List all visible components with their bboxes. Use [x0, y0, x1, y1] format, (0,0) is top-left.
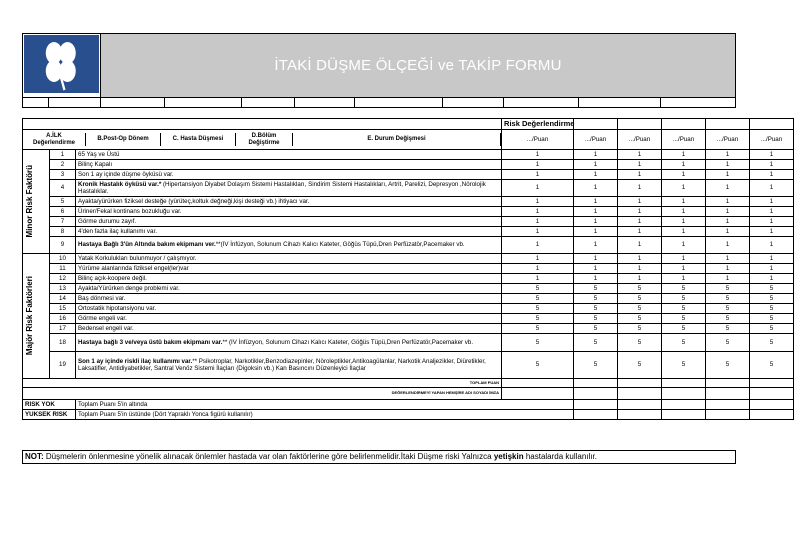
- row-number: 18: [50, 334, 76, 352]
- table-row: [23, 227, 794, 237]
- score-cell[interactable]: 1: [662, 207, 706, 217]
- score-cell[interactable]: 1: [618, 180, 662, 197]
- status-header: E. Durum Değişmesi: [293, 133, 501, 147]
- row-number: 6: [50, 207, 76, 217]
- score-cell[interactable]: 5: [750, 304, 794, 314]
- score-cell[interactable]: 1: [574, 197, 618, 207]
- status-header: C. Hasta Düşmesi: [161, 133, 236, 147]
- score-cell[interactable]: 1: [750, 150, 794, 160]
- score-cell[interactable]: 5: [662, 294, 706, 304]
- puan-header: .../Puan: [750, 130, 794, 150]
- score-cell[interactable]: 5: [706, 284, 750, 294]
- group-label-minor: Minor Risk Faktörü: [25, 165, 34, 238]
- risk-factor-detail: Baş dönmesi var.: [78, 294, 126, 302]
- score-cell[interactable]: 5: [574, 304, 618, 314]
- score-cell[interactable]: 1: [502, 237, 574, 254]
- footer-note: [22, 450, 736, 464]
- risk-factor-text: [76, 264, 502, 274]
- risk-factor-detail: 65 Yaş ve Üstü: [78, 150, 120, 158]
- logo-cell: [23, 34, 101, 98]
- score-cell[interactable]: 1: [662, 217, 706, 227]
- risk-factor-text: [76, 254, 502, 264]
- score-cell[interactable]: 1: [750, 217, 794, 227]
- score-cell[interactable]: 1: [574, 207, 618, 217]
- risk-level-row: [23, 400, 794, 410]
- score-cell[interactable]: 1: [618, 227, 662, 237]
- score-cell[interactable]: 1: [750, 264, 794, 274]
- score-cell[interactable]: 5: [574, 284, 618, 294]
- score-cell[interactable]: 5: [574, 294, 618, 304]
- score-cell[interactable]: 1: [502, 160, 574, 170]
- score-cell[interactable]: 5: [574, 324, 618, 334]
- note-text: Düşmelerin önlenmesine yönelik alınacak önlemler hastada var olan faktörlerine göre belirlenmelidir.İtaki Düşme riski Yalnızca: [43, 452, 494, 461]
- score-cell[interactable]: 1: [618, 254, 662, 264]
- table-row: [23, 274, 794, 284]
- score-cell[interactable]: 1: [662, 227, 706, 237]
- score-cell[interactable]: 1: [750, 160, 794, 170]
- row-number: 5: [50, 197, 76, 207]
- score-cell[interactable]: 5: [618, 334, 662, 352]
- risk-factor-text: [76, 170, 502, 180]
- score-cell[interactable]: 1: [618, 207, 662, 217]
- risk-factor-bold: Kronik Hastalık öyküsü var.*: [78, 180, 162, 188]
- risk-factor-detail: Ayakta/Yürürken denge problemi var.: [78, 284, 180, 292]
- score-cell[interactable]: 1: [574, 237, 618, 254]
- score-cell[interactable]: 1: [750, 170, 794, 180]
- score-cell[interactable]: 5: [662, 334, 706, 352]
- table-row: [23, 170, 794, 180]
- row-number: 15: [50, 304, 76, 314]
- status-header: D.Bölüm Değiştirme: [236, 133, 293, 147]
- risk-factor-detail: Bilinç Kapalı: [78, 160, 113, 168]
- score-cell[interactable]: 1: [618, 197, 662, 207]
- signature-cell[interactable]: [662, 388, 706, 400]
- risk-factor-bold: Hastaya Bağlı 3'ün Altında bakım ekipmanı ver.: [78, 241, 216, 249]
- total-cell[interactable]: [502, 379, 574, 388]
- score-cell[interactable]: 1: [750, 180, 794, 197]
- score-cell[interactable]: 1: [502, 150, 574, 160]
- status-header: B.Post-Op Dönem: [86, 133, 161, 147]
- score-cell[interactable]: 5: [750, 294, 794, 304]
- score-cell[interactable]: 1: [502, 227, 574, 237]
- risk-factor-text: [76, 227, 502, 237]
- note-label: NOT:: [25, 452, 44, 461]
- score-cell[interactable]: 5: [574, 314, 618, 324]
- four-leaf-clover-logo: [24, 35, 99, 93]
- score-cell[interactable]: 1: [662, 170, 706, 180]
- risk-factor-detail: Yürüme alanlarında fiziksel engel(ler)var: [78, 264, 189, 272]
- score-cell[interactable]: 5: [618, 304, 662, 314]
- signature-cell[interactable]: [750, 388, 794, 400]
- score-cell[interactable]: 1: [706, 160, 750, 170]
- signature-label: DEĞERLENDİRMEYİ YAPAN HEMŞİRE ADI SOYADI İMZA: [23, 388, 502, 400]
- score-cell[interactable]: 5: [502, 324, 574, 334]
- form-header: [22, 33, 736, 108]
- status-header: A.İLK Değerlendirme: [23, 133, 86, 147]
- score-cell[interactable]: 1: [662, 197, 706, 207]
- row-number: 14: [50, 294, 76, 304]
- score-cell[interactable]: 5: [750, 314, 794, 324]
- puan-header: .../Puan: [618, 130, 662, 150]
- risk-factor-text: [76, 324, 502, 334]
- row-number: 19: [50, 352, 76, 379]
- score-cell[interactable]: 1: [502, 274, 574, 284]
- row-number: 13: [50, 284, 76, 294]
- group-label-major: Majör Risk Faktörleri: [25, 276, 34, 356]
- risk-factor-text: [76, 314, 502, 324]
- puan-header: .../Puan: [706, 130, 750, 150]
- risk-factor-detail: Ortostatik hipotansiyonu var.: [78, 304, 157, 312]
- risk-factor-text: [76, 304, 502, 314]
- score-cell[interactable]: 1: [706, 150, 750, 160]
- score-cell[interactable]: 1: [706, 237, 750, 254]
- score-cell[interactable]: 1: [662, 150, 706, 160]
- score-cell[interactable]: 1: [574, 170, 618, 180]
- score-cell[interactable]: 1: [706, 274, 750, 284]
- row-number: 4: [50, 180, 76, 197]
- score-cell[interactable]: 1: [662, 254, 706, 264]
- score-cell[interactable]: 1: [574, 150, 618, 160]
- score-cell[interactable]: 1: [618, 264, 662, 274]
- score-cell[interactable]: 1: [750, 274, 794, 284]
- score-cell[interactable]: 1: [574, 274, 618, 284]
- score-cell[interactable]: 1: [502, 180, 574, 197]
- score-cell[interactable]: 5: [662, 352, 706, 379]
- risk-factor-text: [76, 352, 502, 379]
- score-cell[interactable]: 1: [706, 264, 750, 274]
- table-row: [23, 197, 794, 207]
- score-cell[interactable]: 5: [662, 284, 706, 294]
- risk-factor-bold: Hastaya bağlı 3 ve/veya üstü bakım ekipmanı var.: [78, 338, 223, 346]
- score-cell[interactable]: 5: [502, 304, 574, 314]
- score-cell[interactable]: 5: [750, 284, 794, 294]
- risk-level-desc: Toplam Puanı 5'in altında: [76, 400, 574, 410]
- score-cell[interactable]: 5: [574, 334, 618, 352]
- total-label: TOPLAM PUAN: [23, 379, 502, 388]
- score-cell[interactable]: 5: [502, 314, 574, 324]
- score-cell[interactable]: 1: [574, 217, 618, 227]
- score-cell[interactable]: 1: [750, 197, 794, 207]
- total-cell[interactable]: [574, 379, 618, 388]
- score-cell[interactable]: 1: [618, 274, 662, 284]
- score-cell[interactable]: 1: [618, 237, 662, 254]
- row-number: 7: [50, 217, 76, 227]
- score-cell[interactable]: 1: [502, 254, 574, 264]
- risk-level-desc: Toplam Puanı 5'in üstünde (Dört Yapraklı Yonca figürü kullanılır): [76, 410, 574, 420]
- row-number: 17: [50, 324, 76, 334]
- total-cell[interactable]: [662, 379, 706, 388]
- score-cell[interactable]: 1: [574, 227, 618, 237]
- risk-factor-detail: **(IV İnfüzyon, Solunum Cihazı Kalıcı Kateter, Göğüs Tüpü,Dren Perfüzatör,Pacemaker vb.: [215, 241, 465, 249]
- score-cell[interactable]: 5: [502, 284, 574, 294]
- section-title: Risk Değerlendirme: [502, 119, 574, 130]
- score-cell[interactable]: 1: [502, 264, 574, 274]
- risk-assessment-table: [22, 118, 794, 420]
- risk-factor-detail: Bedensel engeli var.: [78, 324, 134, 332]
- table-row: [23, 150, 794, 160]
- score-cell[interactable]: 5: [618, 314, 662, 324]
- risk-factor-text: [76, 284, 502, 294]
- score-cell[interactable]: 5: [574, 352, 618, 379]
- score-cell[interactable]: 5: [750, 352, 794, 379]
- score-cell[interactable]: 1: [706, 254, 750, 264]
- score-cell[interactable]: 1: [706, 207, 750, 217]
- note-bold: yetişkin: [493, 452, 524, 461]
- risk-factor-text: [76, 180, 502, 197]
- table-row: [23, 180, 794, 197]
- score-cell[interactable]: 5: [706, 304, 750, 314]
- score-cell[interactable]: 1: [574, 160, 618, 170]
- risk-factor-detail: Yatak Korkulukları bulunmuyor / çalışmıyor.: [78, 254, 197, 262]
- risk-factor-text: [76, 274, 502, 284]
- score-cell[interactable]: 5: [662, 304, 706, 314]
- score-cell[interactable]: 5: [618, 284, 662, 294]
- table-row: [23, 304, 794, 314]
- score-cell[interactable]: 1: [750, 254, 794, 264]
- score-cell[interactable]: 1: [574, 254, 618, 264]
- score-cell[interactable]: 1: [618, 217, 662, 227]
- total-cell[interactable]: [706, 379, 750, 388]
- score-cell[interactable]: 1: [706, 197, 750, 207]
- table-row: [23, 160, 794, 170]
- score-cell[interactable]: 1: [750, 227, 794, 237]
- form-title: İTAKİ DÜŞME ÖLÇEĞİ ve TAKİP FORMU: [101, 34, 736, 98]
- score-cell[interactable]: 5: [618, 352, 662, 379]
- score-cell[interactable]: 5: [706, 314, 750, 324]
- score-cell[interactable]: 5: [502, 352, 574, 379]
- row-number: 3: [50, 170, 76, 180]
- table-row: [23, 237, 794, 254]
- score-cell[interactable]: 1: [502, 170, 574, 180]
- row-number: 11: [50, 264, 76, 274]
- score-cell[interactable]: 1: [662, 160, 706, 170]
- score-cell[interactable]: 1: [662, 237, 706, 254]
- score-cell[interactable]: 1: [706, 180, 750, 197]
- row-number: 8: [50, 227, 76, 237]
- score-cell[interactable]: 1: [706, 227, 750, 237]
- signature-cell[interactable]: [706, 388, 750, 400]
- score-cell[interactable]: 1: [618, 160, 662, 170]
- signature-cell[interactable]: [618, 388, 662, 400]
- signature-cell[interactable]: [574, 388, 618, 400]
- score-cell[interactable]: 1: [574, 180, 618, 197]
- risk-level-label: RISK YOK: [23, 400, 76, 410]
- score-cell[interactable]: 5: [662, 324, 706, 334]
- note-end: hastalarda kullanılır.: [523, 452, 597, 461]
- score-cell[interactable]: 1: [662, 274, 706, 284]
- risk-factor-detail: Son 1 ay içinde düşme öyküsü var.: [78, 170, 174, 178]
- score-cell[interactable]: 1: [662, 264, 706, 274]
- risk-factor-text: [76, 294, 502, 304]
- score-cell[interactable]: 5: [750, 334, 794, 352]
- risk-factor-text: [76, 160, 502, 170]
- score-cell[interactable]: 1: [706, 170, 750, 180]
- score-cell[interactable]: 1: [502, 207, 574, 217]
- risk-factor-text: [76, 334, 502, 352]
- risk-factor-bold: Son 1 ay içinde riskli ilaç kullanımı var.: [78, 357, 193, 365]
- table-row: [23, 207, 794, 217]
- total-cell[interactable]: [618, 379, 662, 388]
- row-number: 1: [50, 150, 76, 160]
- score-cell[interactable]: 5: [618, 324, 662, 334]
- table-row: [23, 324, 794, 334]
- row-number: 12: [50, 274, 76, 284]
- score-cell[interactable]: 1: [750, 237, 794, 254]
- total-cell[interactable]: [750, 379, 794, 388]
- row-number: 9: [50, 237, 76, 254]
- table-row: [23, 284, 794, 294]
- risk-factor-text: [76, 150, 502, 160]
- table-row: [23, 352, 794, 379]
- risk-factor-detail: Görme engeli var.: [78, 314, 127, 322]
- score-cell[interactable]: 5: [662, 314, 706, 324]
- risk-factor-text: [76, 237, 502, 254]
- score-cell[interactable]: 1: [502, 197, 574, 207]
- table-row: [23, 254, 794, 264]
- risk-factor-detail: Ayakta/yürürken fiziksel desteğe (yürüteç,koltuk değneği,kişi desteği vb.) ihtiyacı var.: [78, 197, 310, 205]
- table-row: [23, 217, 794, 227]
- score-cell[interactable]: 1: [662, 180, 706, 197]
- score-cell[interactable]: 1: [750, 207, 794, 217]
- puan-header: .../Puan: [502, 130, 574, 150]
- risk-factor-detail: Üriner/Fekal kontinans bozukluğu var.: [78, 207, 182, 215]
- risk-factor-text: [76, 197, 502, 207]
- risk-factor-detail: ** (IV İnfüzyon, Solunum Cihazı Kalıcı Kateter, Göğüs Tüpü,Dren Perfüzatör,Pacemaker vb.: [222, 338, 474, 346]
- table-row: [23, 294, 794, 304]
- table-row: [23, 314, 794, 324]
- risk-level-label: YUKSEK RISK: [23, 410, 76, 420]
- score-cell[interactable]: 5: [706, 334, 750, 352]
- puan-header: .../Puan: [662, 130, 706, 150]
- risk-factor-text: [76, 207, 502, 217]
- score-cell[interactable]: 1: [574, 264, 618, 274]
- score-cell[interactable]: 1: [618, 150, 662, 160]
- signature-cell[interactable]: [502, 388, 574, 400]
- score-cell[interactable]: 5: [706, 352, 750, 379]
- risk-factor-detail: ** Psikotroplar, Narkotikler,Benzodiazepinler, Nöroleptikler,Antikoagülanlar, Narkotik Analjezikler, Diüretikler, Laksatifler, Antidiyabetikler, Santral Venöz Sistemi İlaçları (Digoksin vb.) Kan Basıncını Düzenleyici İlaçlar: [78, 357, 486, 372]
- risk-factor-detail: Görme durumu zayıf.: [78, 217, 137, 225]
- score-cell[interactable]: 5: [502, 294, 574, 304]
- table-row: [23, 334, 794, 352]
- table-row: [23, 264, 794, 274]
- score-cell[interactable]: 1: [618, 170, 662, 180]
- row-number: 10: [50, 254, 76, 264]
- score-cell[interactable]: 5: [706, 324, 750, 334]
- row-number: 2: [50, 160, 76, 170]
- risk-level-row: [23, 410, 794, 420]
- score-cell[interactable]: 1: [502, 217, 574, 227]
- score-cell[interactable]: 5: [750, 324, 794, 334]
- puan-header: .../Puan: [574, 130, 618, 150]
- score-cell[interactable]: 5: [706, 294, 750, 304]
- risk-factor-detail: Bilinç açık-koopere değil.: [78, 274, 147, 282]
- risk-factor-text: [76, 217, 502, 227]
- risk-factor-detail: 4'den fazla ilaç kullanımı var.: [78, 227, 157, 235]
- score-cell[interactable]: 1: [706, 217, 750, 227]
- risk-factor-detail: (Hipertansiyon Diyabet Dolaşım Sistemi Hastalıkları, Sindirim Sistemi Hastalıkları, Artrit, Parelizi, Depresyon ,Nörolojik Hastalıklar.: [78, 180, 486, 195]
- score-cell[interactable]: 5: [502, 334, 574, 352]
- score-cell[interactable]: 5: [618, 294, 662, 304]
- row-number: 16: [50, 314, 76, 324]
